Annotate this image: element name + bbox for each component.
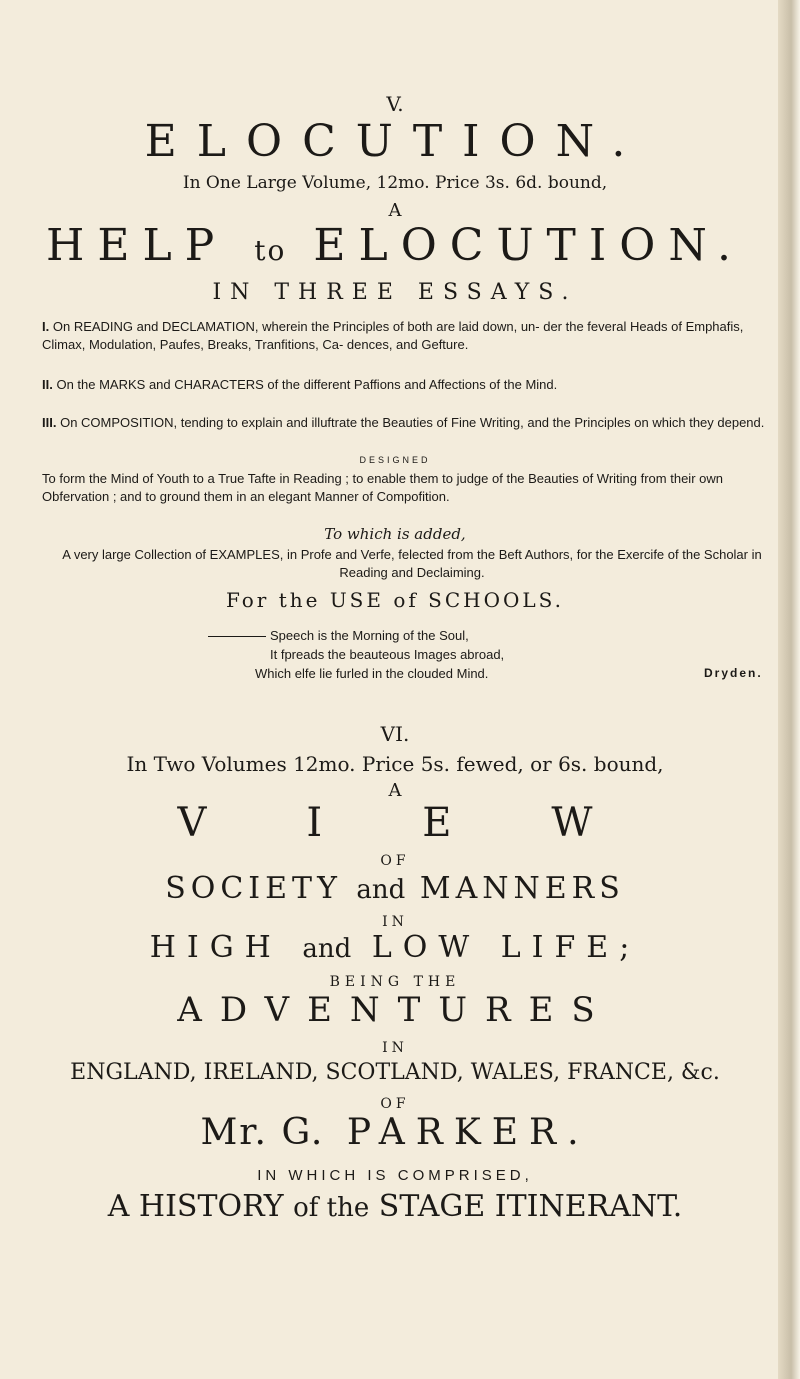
title-high: HIGH [149,930,282,965]
essay-1-text: On READING and DECLAMATION, wherein the Principles of both are laid down, un- der the feveral Heads of Emphafis, Climax, Modulation, Paufes, Breaks, Tranfitions, Ca- dences, and Gefture. [42,319,744,352]
article-a-vi: A [388,780,402,801]
title-society-manners [0,871,790,906]
title-and-1: and [356,875,406,905]
essay-2 [42,376,782,394]
title-of-2: OF [380,1096,410,1112]
for-use-of-schools: For the USE of SCHOOLS. [225,588,565,612]
title-view: VIEW [177,800,693,846]
quote-line-3: Which elfe lie furled in the clouded Mind. [255,666,489,681]
designed-label: DESIGNED [359,455,431,465]
title-history [0,1189,790,1224]
purpose-text: To form the Mind of Youth to a True Tafte in Reading ; to enable them to judge of the Beauties of Writing from their own Obfervation ; and to ground them in an elegant Manner of Compofition. [42,471,723,504]
volume-price-line: In One Large Volume, 12mo. Price 3s. 6d. bound, [182,173,608,193]
essay-3 [42,414,782,432]
to-which-added: To which is added, [324,525,466,543]
title-help: HELP [45,220,228,271]
title-society: SOCIETY [165,871,342,906]
essay-1-numeral: I. [42,319,50,334]
section-number-v: V. [386,92,404,116]
title-in-2: IN [382,1040,408,1056]
essay-3-text: On COMPOSITION, tending to explain and illuftrate the Beauties of Fine Writing, and the Principles on which they depend. [60,415,765,430]
title-elocution: ELOCUTION. [313,220,745,271]
title-and-2: and [302,934,352,964]
essay-2-text: On the MARKS and CHARACTERS of the different Paffions and Affections of the Mind. [56,377,558,392]
title-a-history: A HISTORY [107,1189,284,1224]
title-parker: PARKER. [346,1112,590,1153]
title-to: to [254,234,287,267]
title-manners: MANNERS [419,871,625,906]
essay-3-numeral: III. [42,415,57,430]
title-mr-parker [0,1112,790,1153]
title-adventures: ADVENTURES [177,990,613,1030]
examples-text: A very large Collection of EXAMPLES, in Profe and Verfe, felected from the Beft Authors, for the Exercife of the Scholar in Reading and Declaiming. [62,547,762,580]
volume-price-line-vi: In Two Volumes 12mo. Price 5s. fewed, or 6s. bound, [126,752,664,776]
title-in-1: IN [382,914,408,930]
essay-1 [42,318,782,354]
title-of: OF [380,853,410,869]
book-subtitle: IN THREE ESSAYS. [212,280,578,305]
title-high-low-life [0,930,790,965]
title-of-the: of the [293,1193,370,1223]
title-in-which: IN WHICH IS COMPRISED, [257,1167,533,1184]
title-stage-itinerant: STAGE ITINERANT. [378,1189,683,1224]
quote-line-1: Speech is the Morning of the Soul, [208,628,469,643]
title-being-the: BEING THE [329,974,461,990]
quote-author: Dryden. [704,666,763,680]
book-title [0,220,790,271]
article-a: A [388,200,402,221]
section-heading-elocution: ELOCUTION. [144,116,646,167]
title-places: ENGLAND, IRELAND, SCOTLAND, WALES, FRANCE, &c. [70,1060,720,1085]
section-number-vi: VI. [380,722,410,746]
title-low-life: LOW LIFE; [371,930,641,965]
essay-2-numeral: II. [42,377,53,392]
quote-line-2: It fpreads the beauteous Images abroad, [270,647,505,662]
title-mr-g: Mr. G. [200,1112,325,1153]
quote-dash [208,636,266,637]
